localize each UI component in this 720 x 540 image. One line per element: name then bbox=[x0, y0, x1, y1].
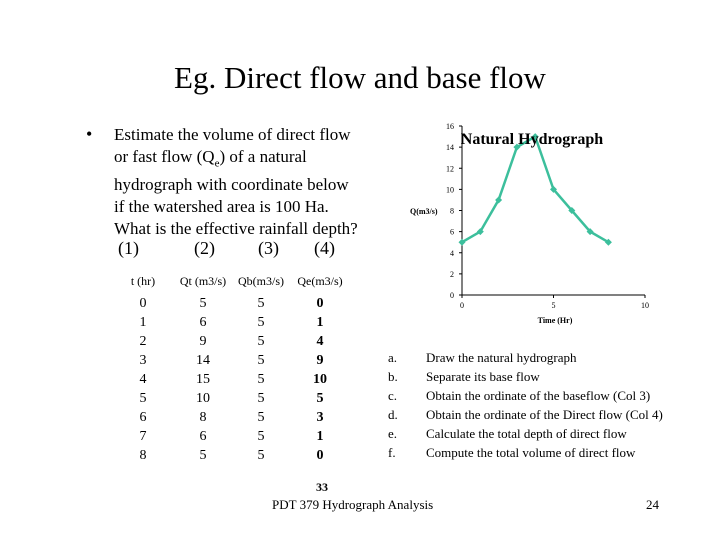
table-cell: 3 bbox=[316, 409, 324, 425]
table-cell: 10 bbox=[313, 371, 327, 387]
hydrograph-table bbox=[112, 268, 350, 465]
table-cell: 5 bbox=[257, 333, 265, 349]
slide-title: Eg. Direct flow and base flow bbox=[174, 60, 546, 95]
step-item bbox=[388, 367, 663, 386]
chart-title: Natural Hydrograph bbox=[460, 131, 604, 148]
table-cell: 5 bbox=[257, 371, 265, 387]
step-letter: a. bbox=[388, 350, 398, 365]
step-text: Separate its base flow bbox=[426, 369, 540, 384]
table-row bbox=[112, 332, 350, 351]
y-tick-label: 6 bbox=[450, 227, 454, 237]
table-cell: 4 bbox=[316, 333, 324, 349]
step-item bbox=[388, 424, 663, 443]
table-cell: 4 bbox=[139, 371, 147, 387]
chart-xlabel: Time (Hr) bbox=[537, 316, 573, 325]
table-row bbox=[112, 446, 350, 465]
table-cell: 0 bbox=[316, 295, 324, 311]
table-header-row bbox=[112, 268, 350, 294]
table-cell: 8 bbox=[199, 409, 207, 425]
table-row bbox=[112, 408, 350, 427]
question-line: if the watershed area is 100 Ha. bbox=[114, 197, 329, 217]
table-cell: 1 bbox=[316, 428, 324, 444]
table-cell: 1 bbox=[139, 314, 147, 330]
table-cell: 5 bbox=[199, 447, 207, 463]
table-cell: 5 bbox=[257, 352, 265, 368]
chart-ticks bbox=[446, 122, 649, 310]
table-cell: 7 bbox=[139, 428, 147, 444]
step-item bbox=[388, 386, 663, 405]
table-row bbox=[112, 294, 350, 313]
step-text: Calculate the total depth of direct flow bbox=[426, 426, 627, 441]
table-cell: 0 bbox=[139, 295, 147, 311]
step-item bbox=[388, 348, 663, 367]
step-text: Compute the total volume of direct flow bbox=[426, 445, 636, 460]
table-cell: 6 bbox=[199, 314, 207, 330]
column-number-2: (2) bbox=[194, 238, 215, 258]
table-cell: 8 bbox=[139, 447, 147, 463]
step-text: Obtain the ordinate of the Direct flow (Col 4) bbox=[426, 407, 663, 422]
table-cell: 14 bbox=[196, 352, 210, 368]
table-cell: 1 bbox=[316, 314, 324, 330]
table-cell: 9 bbox=[199, 333, 207, 349]
table-cell: 15 bbox=[196, 371, 210, 387]
header-direct-flow: Qe(m3/s) bbox=[297, 273, 343, 288]
y-tick-label: 8 bbox=[450, 206, 454, 216]
question-line: hydrograph with coordinate below bbox=[114, 175, 349, 195]
table-row bbox=[112, 370, 350, 389]
y-tick-label: 16 bbox=[446, 122, 454, 131]
table-row bbox=[112, 427, 350, 446]
header-total-flow: Qt (m3/s) bbox=[179, 273, 227, 288]
table-row bbox=[112, 313, 350, 332]
step-letter: e. bbox=[388, 426, 398, 441]
question-subscript: e bbox=[214, 157, 220, 170]
y-tick-label: 4 bbox=[450, 248, 454, 258]
table-cell: 2 bbox=[139, 333, 147, 349]
header-time: t (hr) bbox=[130, 273, 156, 288]
table-cell: 5 bbox=[316, 390, 324, 406]
step-letter: f. bbox=[388, 445, 396, 460]
direct-flow-sum: 33 bbox=[316, 480, 328, 494]
x-tick-label: 0 bbox=[460, 301, 464, 310]
step-text: Obtain the ordinate of the baseflow (Col 3) bbox=[426, 388, 651, 403]
column-number-4: (4) bbox=[314, 238, 335, 258]
step-text: Draw the natural hydrograph bbox=[426, 350, 577, 365]
series-line bbox=[462, 137, 608, 243]
chart-axes bbox=[462, 126, 645, 295]
chart-ylabel: Q(m3/s) bbox=[410, 207, 438, 216]
table-cell: 5 bbox=[257, 390, 265, 406]
step-item bbox=[388, 405, 663, 424]
header-base-flow: Qb(m3/s) bbox=[238, 273, 284, 288]
steps-list bbox=[388, 348, 663, 462]
bullet-marker: • bbox=[86, 124, 93, 144]
step-letter: b. bbox=[388, 369, 398, 384]
step-letter: d. bbox=[388, 407, 398, 422]
table-cell: 6 bbox=[199, 428, 207, 444]
question-text bbox=[114, 124, 414, 240]
question-line: or fast flow (Q bbox=[114, 147, 215, 166]
column-number-1: (1) bbox=[118, 238, 139, 258]
table-cell: 5 bbox=[257, 409, 265, 425]
y-tick-label: 0 bbox=[450, 291, 454, 300]
table-cell: 6 bbox=[139, 409, 147, 425]
table-row bbox=[112, 351, 350, 370]
table-cell: 5 bbox=[257, 314, 265, 330]
table-row bbox=[112, 389, 350, 408]
y-tick-label: 14 bbox=[446, 143, 454, 153]
natural-hydrograph-chart bbox=[400, 118, 660, 328]
table-cell: 0 bbox=[316, 447, 324, 463]
y-tick-label: 10 bbox=[446, 185, 454, 195]
footer-text: PDT 379 Hydrograph Analysis bbox=[272, 497, 434, 512]
step-letter: c. bbox=[388, 388, 398, 403]
table-cell: 5 bbox=[257, 447, 265, 463]
y-tick-label: 12 bbox=[446, 164, 454, 174]
y-tick-label: 2 bbox=[450, 269, 454, 279]
step-item bbox=[388, 443, 663, 462]
question-line: ) of a natural bbox=[219, 147, 307, 166]
table-cell: 5 bbox=[257, 295, 265, 311]
x-tick-label: 10 bbox=[641, 301, 649, 310]
table-cell: 5 bbox=[199, 295, 207, 311]
question-line: What is the effective rainfall depth? bbox=[114, 219, 358, 239]
table-cell: 5 bbox=[257, 428, 265, 444]
x-tick-label: 5 bbox=[551, 301, 556, 310]
table-cell: 5 bbox=[139, 390, 147, 406]
page-number: 24 bbox=[646, 497, 659, 512]
table-cell: 9 bbox=[316, 352, 324, 368]
table-cell: 3 bbox=[139, 352, 147, 368]
table-cell: 10 bbox=[196, 390, 210, 406]
column-number-3: (3) bbox=[258, 238, 279, 258]
question-line: Estimate the volume of direct flow bbox=[114, 125, 351, 144]
chart-series bbox=[459, 133, 612, 246]
